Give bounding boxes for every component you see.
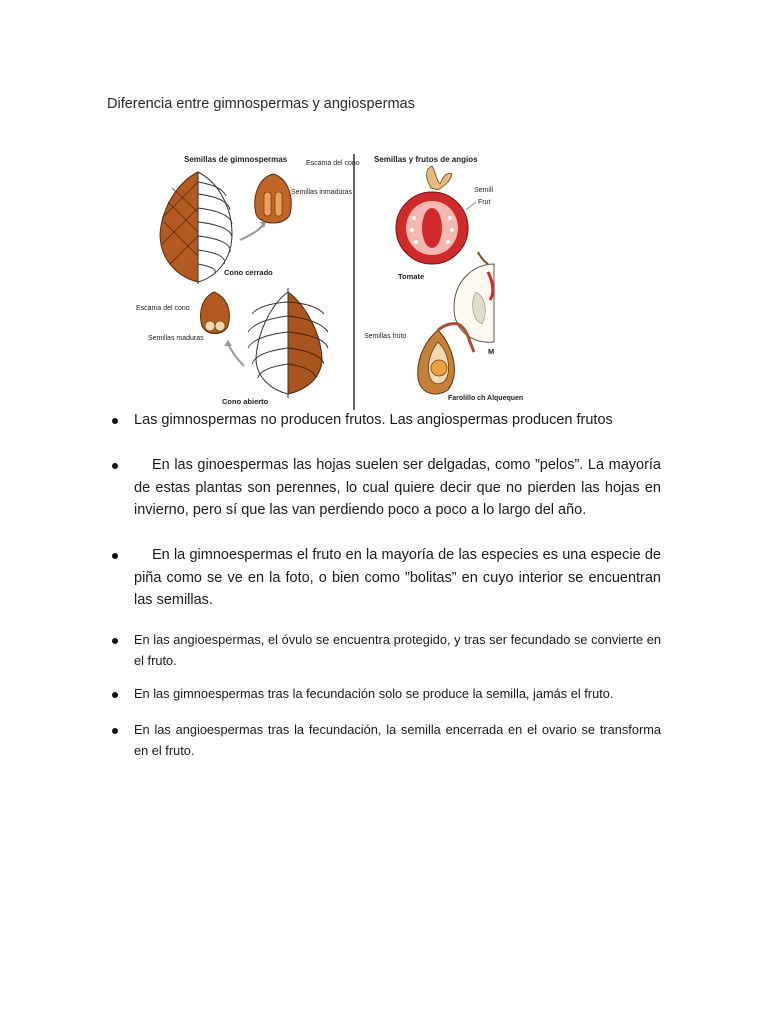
bullet-dot <box>112 728 118 734</box>
list-item-text: En las ginoespermas las hojas suelen ser delgadas, como ”pelos”. La mayoría de estas plantas son perennes, lo cual quiere decir que no pierden las hojas en invierno, pero sí que las van perdiendo poco a poco a lo largo del año. <box>134 457 661 519</box>
left-panel-header: Semillas de gimnospermas <box>184 155 288 164</box>
gymnosperm-angiosperm-figure <box>136 152 524 410</box>
list-item-text: Las gimnospermas no producen frutos. Las angiospermas producen frutos <box>134 412 613 428</box>
seeds-label: Semill <box>474 187 494 194</box>
tomato-label: Tomate <box>398 272 425 281</box>
closed-cone-icon <box>160 172 232 284</box>
mature-seeds-label: Semillas maduras <box>148 335 204 342</box>
tomato-icon <box>396 166 468 264</box>
lantern-fruit-icon <box>418 324 474 394</box>
closed-cone-label: Cono cerrado <box>224 268 273 277</box>
right-panel-header: Semillas y frutos de angios <box>374 155 478 164</box>
list-item-text: En las angioespermas tras la fecundación, la semilla encerrada en el ovario se transforma en el fruto. <box>134 722 661 758</box>
figure-illustration <box>136 152 524 410</box>
apple-label: M <box>488 347 495 356</box>
seeds-fruit-label: Semillas fruto <box>364 333 407 340</box>
list-item-text: En la gimnoespermas el fruto en la mayoría de las especies es una especie de piña como se ve en la foto, o bien como ”bolitas” en cuyo interior se encuentran las semillas. <box>134 547 661 609</box>
bullet-dot <box>112 553 118 559</box>
document-title: Diferencia entre gimnospermas y angiospermas <box>107 96 415 112</box>
lantern-label: Farolillo ch Alquequen <box>448 395 524 402</box>
bullet-dot <box>112 463 118 469</box>
list-item-text: En las gimnoespermas tras la fecundación solo se produce la semilla, jamás el fruto. <box>134 686 614 701</box>
open-cone-icon <box>248 288 328 398</box>
fruit-label: Frut <box>478 199 491 206</box>
scale-label-bottom: Escama del cono <box>136 305 190 312</box>
mature-seed-scale-icon <box>201 292 230 334</box>
apple-icon <box>454 252 494 342</box>
open-cone-label: Cono abierto <box>222 397 269 406</box>
bullet-dot <box>112 418 118 424</box>
immature-seeds-label: Semillas inmaduras <box>291 189 353 196</box>
bullet-dot <box>112 638 118 644</box>
immature-seed-scale-icon <box>255 174 291 223</box>
scale-label-top: Escama del cono <box>306 160 360 167</box>
bullet-dot <box>112 692 118 698</box>
list-item-text: En las angioespermas, el óvulo se encuentra protegido, y tras ser fecundado se convierte en el fruto. <box>134 632 661 668</box>
